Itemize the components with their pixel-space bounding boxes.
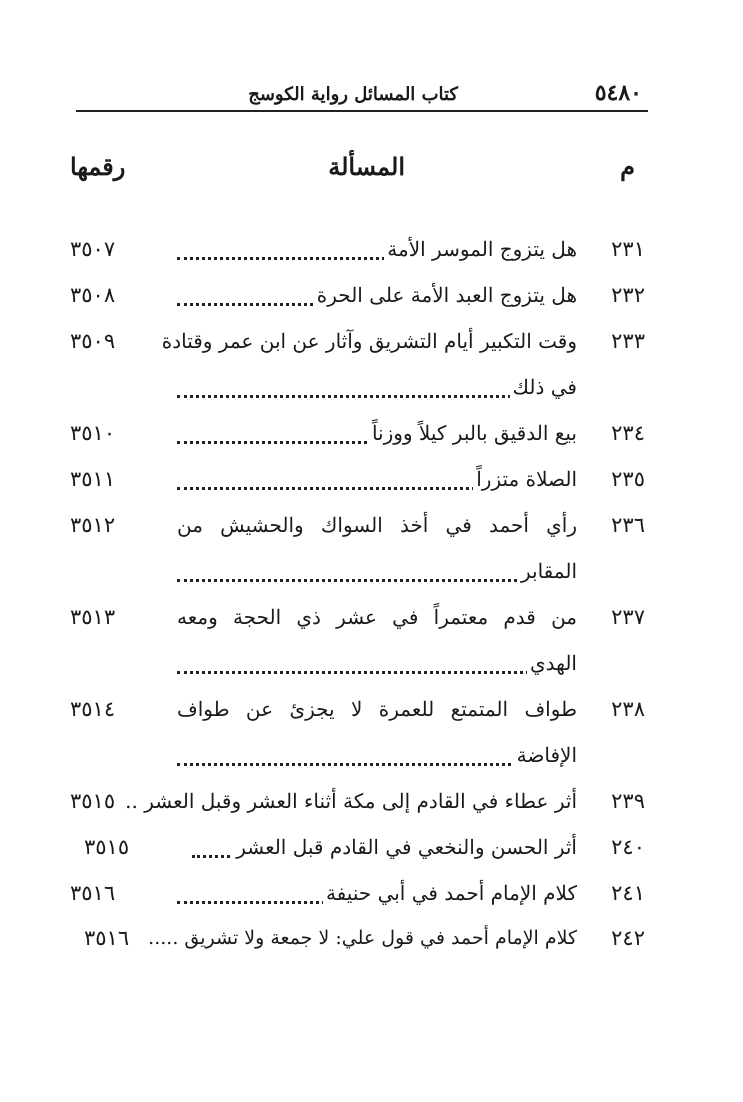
- entry-question-line: وقت التكبير أيام التشريق وآثار عن ابن عمر وقتادة: [161, 329, 577, 353]
- entry-question-line: بيع الدقيق بالبر كيلاً ووزناً: [369, 410, 577, 456]
- entry-question: [125, 778, 577, 824]
- entry-question-line: هل يتزوج العبد الأمة على الحرة: [314, 272, 577, 318]
- entry-question-line: طواف المتمتع للعمرة لا يجزئ عن طواف: [177, 697, 577, 721]
- index-entry: [70, 778, 645, 824]
- index-entry: [70, 456, 645, 502]
- entry-question-line: كلام الإمام أحمد في قول علي: لا جمعة ولا تشريق .....: [148, 927, 577, 949]
- entry-number: ٢٣٣: [611, 329, 645, 353]
- entry-question: [161, 318, 577, 410]
- entry-question-line: أثر عطاء في القادم إلى مكة أثناء العشر وقبل العشر ..: [125, 789, 577, 813]
- entry-question-line: هل يتزوج الموسر الأمة: [384, 226, 577, 272]
- entry-question: [177, 870, 577, 916]
- index-entry: [70, 870, 645, 916]
- entry-question: [177, 226, 577, 272]
- entry-number: ٢٣٧: [611, 605, 645, 629]
- entry-question-line: في ذلك: [510, 364, 577, 410]
- page-number: ٥٤٨٠: [594, 80, 642, 106]
- entry-reference: ٣٥١٤: [70, 697, 116, 721]
- running-header: [76, 78, 648, 112]
- entry-question-line: من قدم معتمراً في عشر ذي الحجة ومعه: [177, 605, 577, 629]
- index-entry: [70, 272, 645, 318]
- entry-number: ٢٣١: [611, 237, 645, 261]
- entry-question-line: رأي أحمد في أخذ السواك والحشيش من: [177, 513, 577, 537]
- entry-question: [192, 824, 577, 870]
- index-entry: [70, 410, 645, 456]
- entry-question: [177, 410, 577, 456]
- entry-question-line: الهدي: [527, 640, 577, 686]
- entry-question: [177, 686, 577, 778]
- entry-reference: ٣٥١٢: [70, 513, 116, 537]
- entry-reference: ٣٥١٦: [84, 926, 130, 950]
- entry-reference: ٣٥١٠: [70, 421, 116, 445]
- index-entry: [70, 916, 645, 960]
- column-heading-number: م: [620, 152, 635, 181]
- entry-number: ٢٣٢: [611, 283, 645, 307]
- book-title: كتاب المسائل رواية الكوسج: [248, 84, 458, 105]
- index-entry: [70, 594, 645, 686]
- entry-question: [148, 916, 577, 960]
- entry-question-line: أثر الحسن والنخعي في القادم قبل العشر: [233, 824, 577, 870]
- index-entries: [70, 226, 645, 960]
- entry-number: ٢٣٦: [611, 513, 645, 537]
- index-entry: [70, 502, 645, 594]
- entry-reference: ٣٥١٥: [84, 835, 130, 859]
- entry-question: [177, 594, 577, 686]
- entry-reference: ٣٥٠٩: [70, 329, 116, 353]
- entry-number: ٢٤١: [611, 881, 645, 905]
- column-headings: [70, 152, 645, 192]
- entry-reference: ٣٥١١: [70, 467, 116, 491]
- entry-number: ٢٣٥: [611, 467, 645, 491]
- entry-question: [177, 502, 577, 594]
- index-entry: [70, 686, 645, 778]
- index-entry: [70, 226, 645, 272]
- entry-number: ٢٤٢: [611, 926, 645, 950]
- entry-question-line: المقابر: [518, 548, 577, 594]
- entry-question-line: الإفاضة: [514, 732, 577, 778]
- entry-reference: ٣٥١٥: [70, 789, 116, 813]
- entry-reference: ٣٥٠٨: [70, 283, 116, 307]
- column-heading-reference: رقمها: [70, 152, 126, 181]
- entry-number: ٢٣٩: [611, 789, 645, 813]
- entry-reference: ٣٥١٣: [70, 605, 116, 629]
- entry-question-line: كلام الإمام أحمد في أبي حنيفة: [323, 870, 577, 916]
- entry-reference: ٣٥١٦: [70, 881, 116, 905]
- entry-number: ٢٣٨: [611, 697, 645, 721]
- entry-reference: ٣٥٠٧: [70, 237, 116, 261]
- entry-question: [177, 272, 577, 318]
- index-entry: [70, 824, 645, 870]
- column-heading-question: المسألة: [328, 152, 405, 181]
- entry-number: ٢٤٠: [611, 835, 645, 859]
- entry-question-line: الصلاة متزراً: [473, 456, 577, 502]
- entry-number: ٢٣٤: [611, 421, 645, 445]
- index-entry: [70, 318, 645, 410]
- entry-question: [177, 456, 577, 502]
